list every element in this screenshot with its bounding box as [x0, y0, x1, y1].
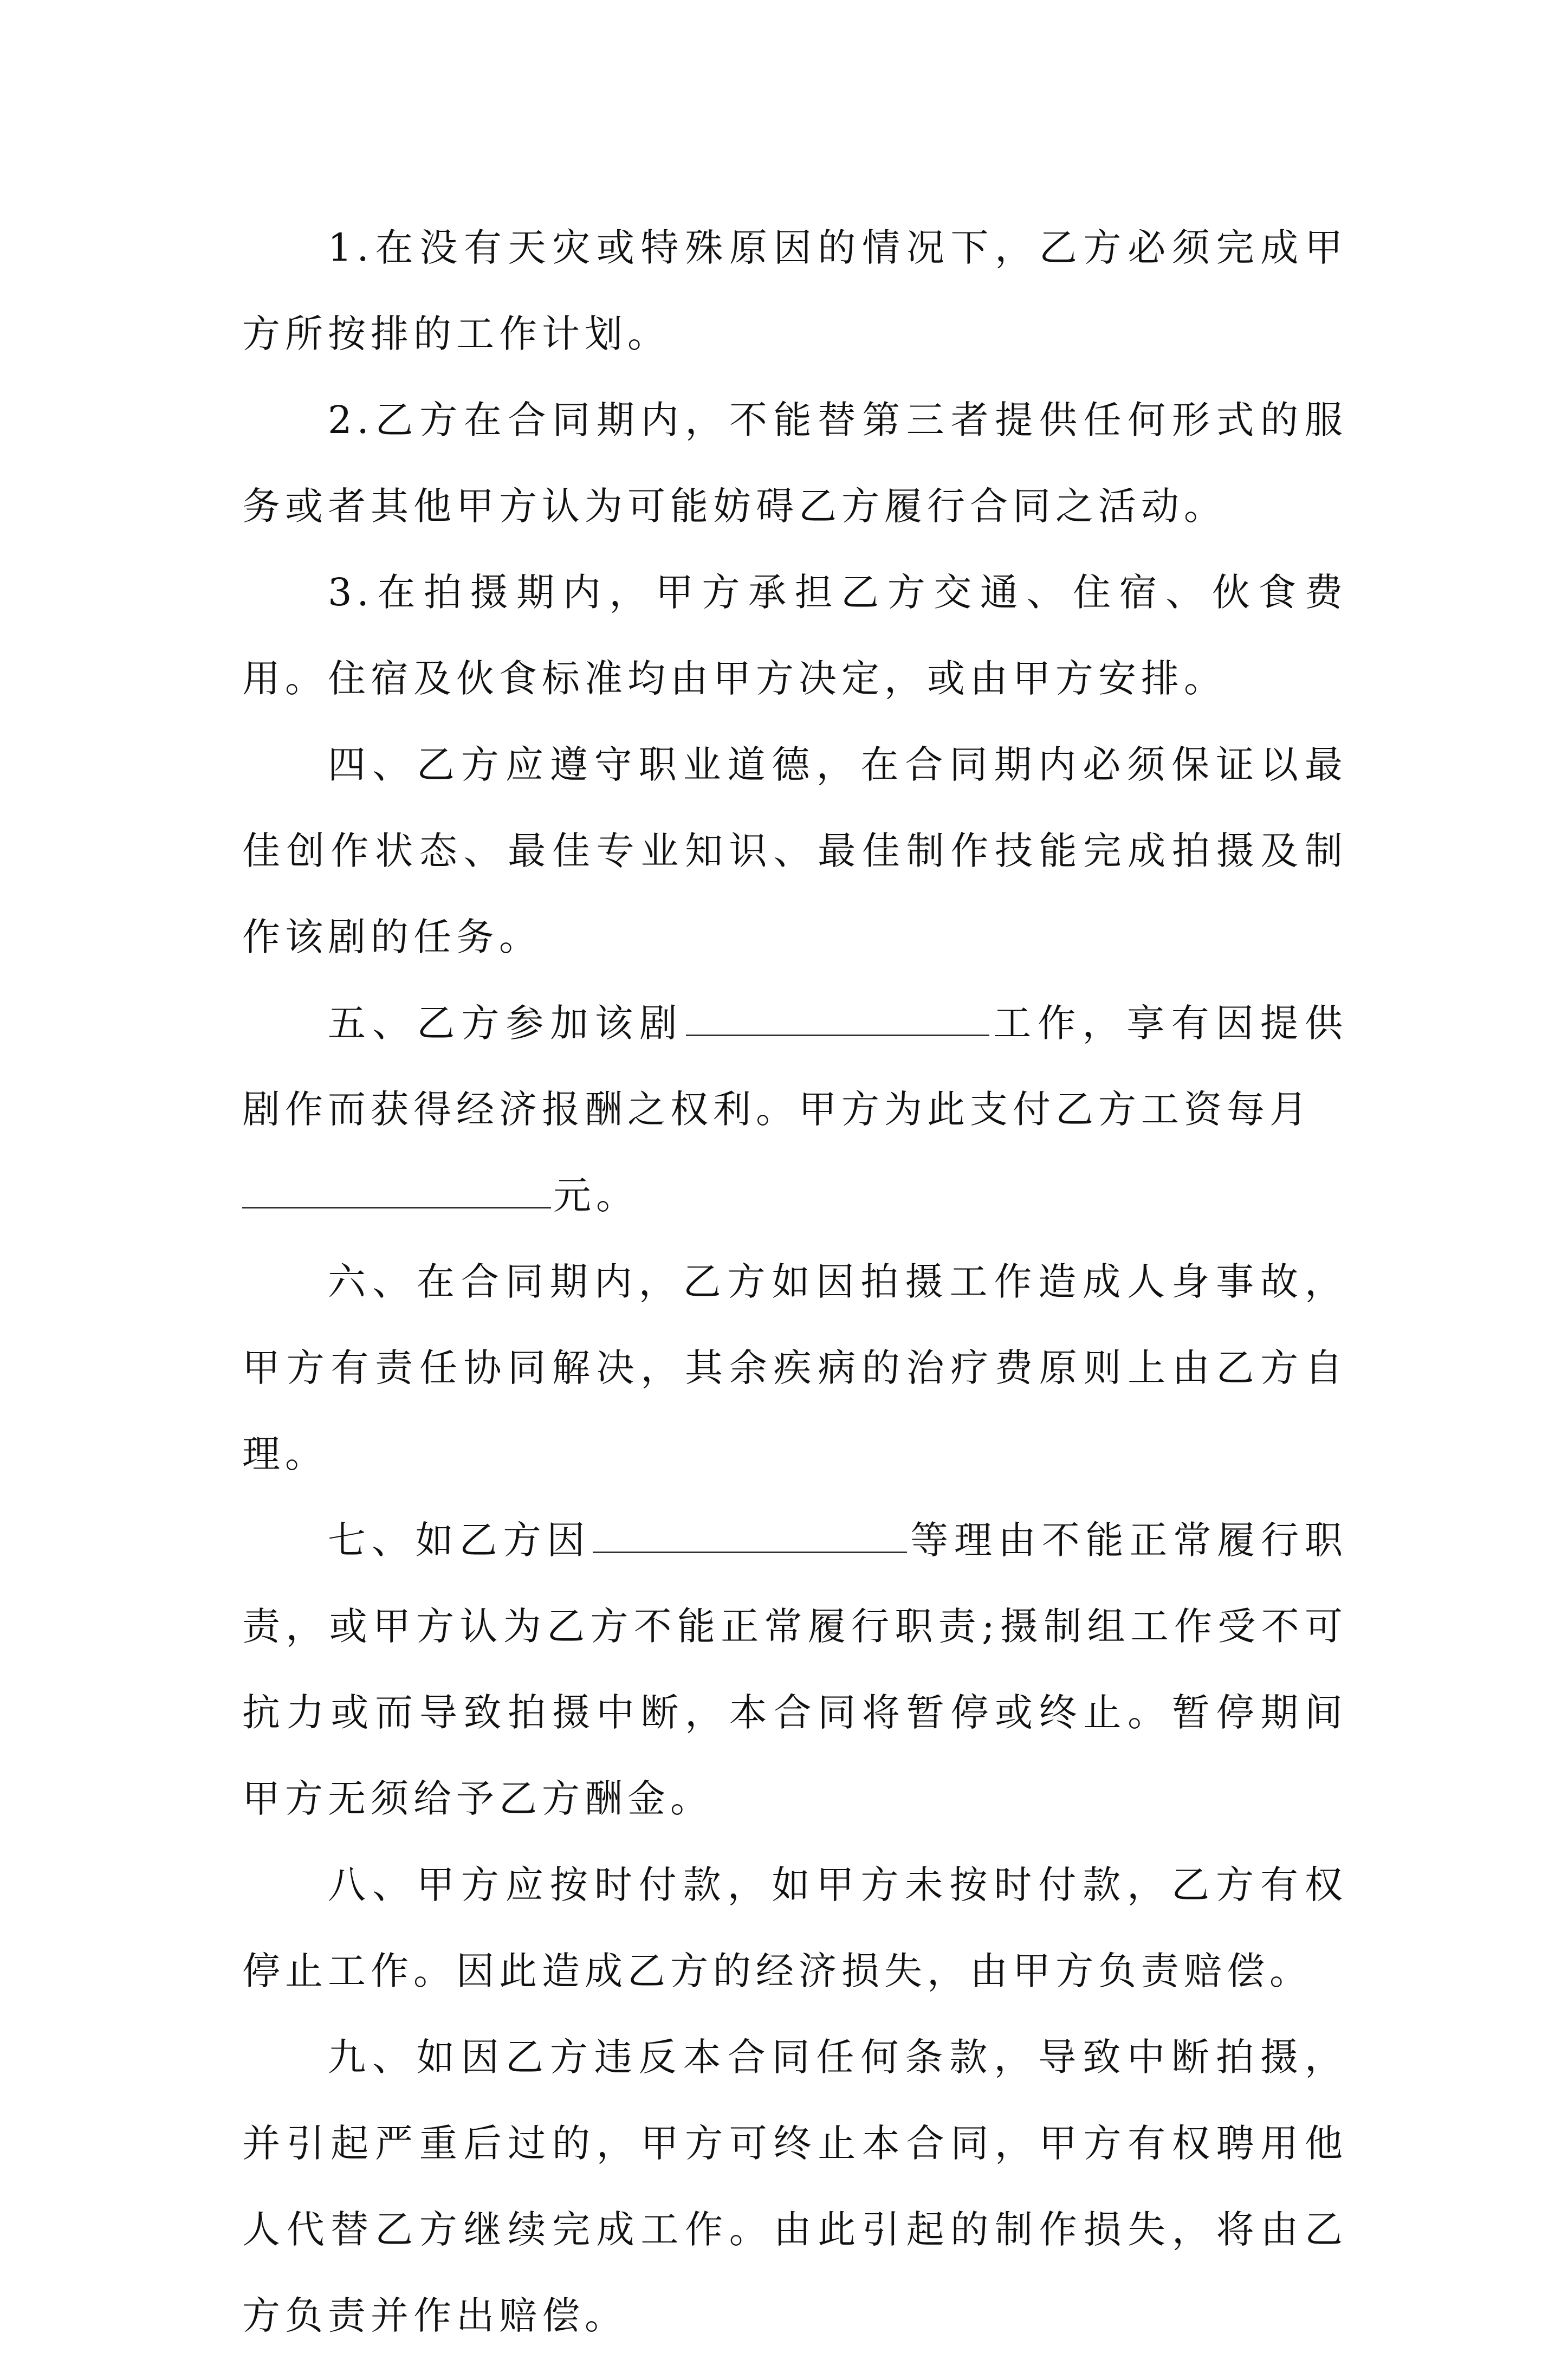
clause-five-text-1: 五、乙方参加该剧 [328, 1001, 684, 1045]
reason-blank-field[interactable] [593, 1551, 907, 1553]
clause-five-paragraph [242, 980, 1347, 1239]
clause-five-text-2: 工作，享有因提供剧作而获得经济报酬之权利。甲方为此支付乙方工资每月 [242, 1001, 1347, 1132]
monthly-salary-blank-field[interactable] [242, 1206, 551, 1208]
clause-2-paragraph: 2.乙方在合同期内，不能替第三者提供任何形式的服务或者其他甲方认为可能妨碍乙方履行合同之活动。 [242, 398, 1347, 528]
clause-seven-text-1: 七、如乙方因 [328, 1518, 591, 1562]
clause-3-paragraph: 3.在拍摄期内，甲方承担乙方交通、住宿、伙食费用。住宿及伙食标准均由甲方决定，或由甲方安排。 [242, 570, 1347, 701]
clause-five-text-3: 元。 [553, 1173, 639, 1218]
clause-four-paragraph: 四、乙方应遵守职业道德，在合同期内必须保证以最佳创作状态、最佳专业知识、最佳制作技能完成拍摄及制作该剧的任务。 [242, 742, 1347, 959]
clause-seven-text-2: 等理由不能正常履行职责，或甲方认为乙方不能正常履行职责;摄制组工作受不可抗力或而导致拍摄中断，本合同将暂停或终止。暂停期间甲方无须给予乙方酬金。 [242, 1518, 1347, 1821]
clause-seven-paragraph [242, 1497, 1347, 1842]
clause-nine-paragraph: 九、如因乙方违反本合同任何条款，导致中断拍摄，并引起严重后过的，甲方可终止本合同，甲方有权聘用他人代替乙方继续完成工作。由此引起的制作损失，将由乙方负责并作出赔偿。 [242, 2035, 1347, 2338]
role-blank-field[interactable] [686, 1034, 989, 1036]
document-body [242, 205, 1347, 2359]
clause-six-paragraph: 六、在合同期内，乙方如因拍摄工作造成人身事故，甲方有责任协同解决，其余疾病的治疗费原则上由乙方自理。 [242, 1259, 1347, 1476]
clause-1-paragraph: 1.在没有天灾或特殊原因的情况下，乙方必须完成甲方所按排的工作计划。 [242, 225, 1347, 356]
clause-eight-paragraph: 八、甲方应按时付款，如甲方未按时付款，乙方有权停止工作。因此造成乙方的经济损失，由甲方负责赔偿。 [242, 1863, 1347, 1993]
